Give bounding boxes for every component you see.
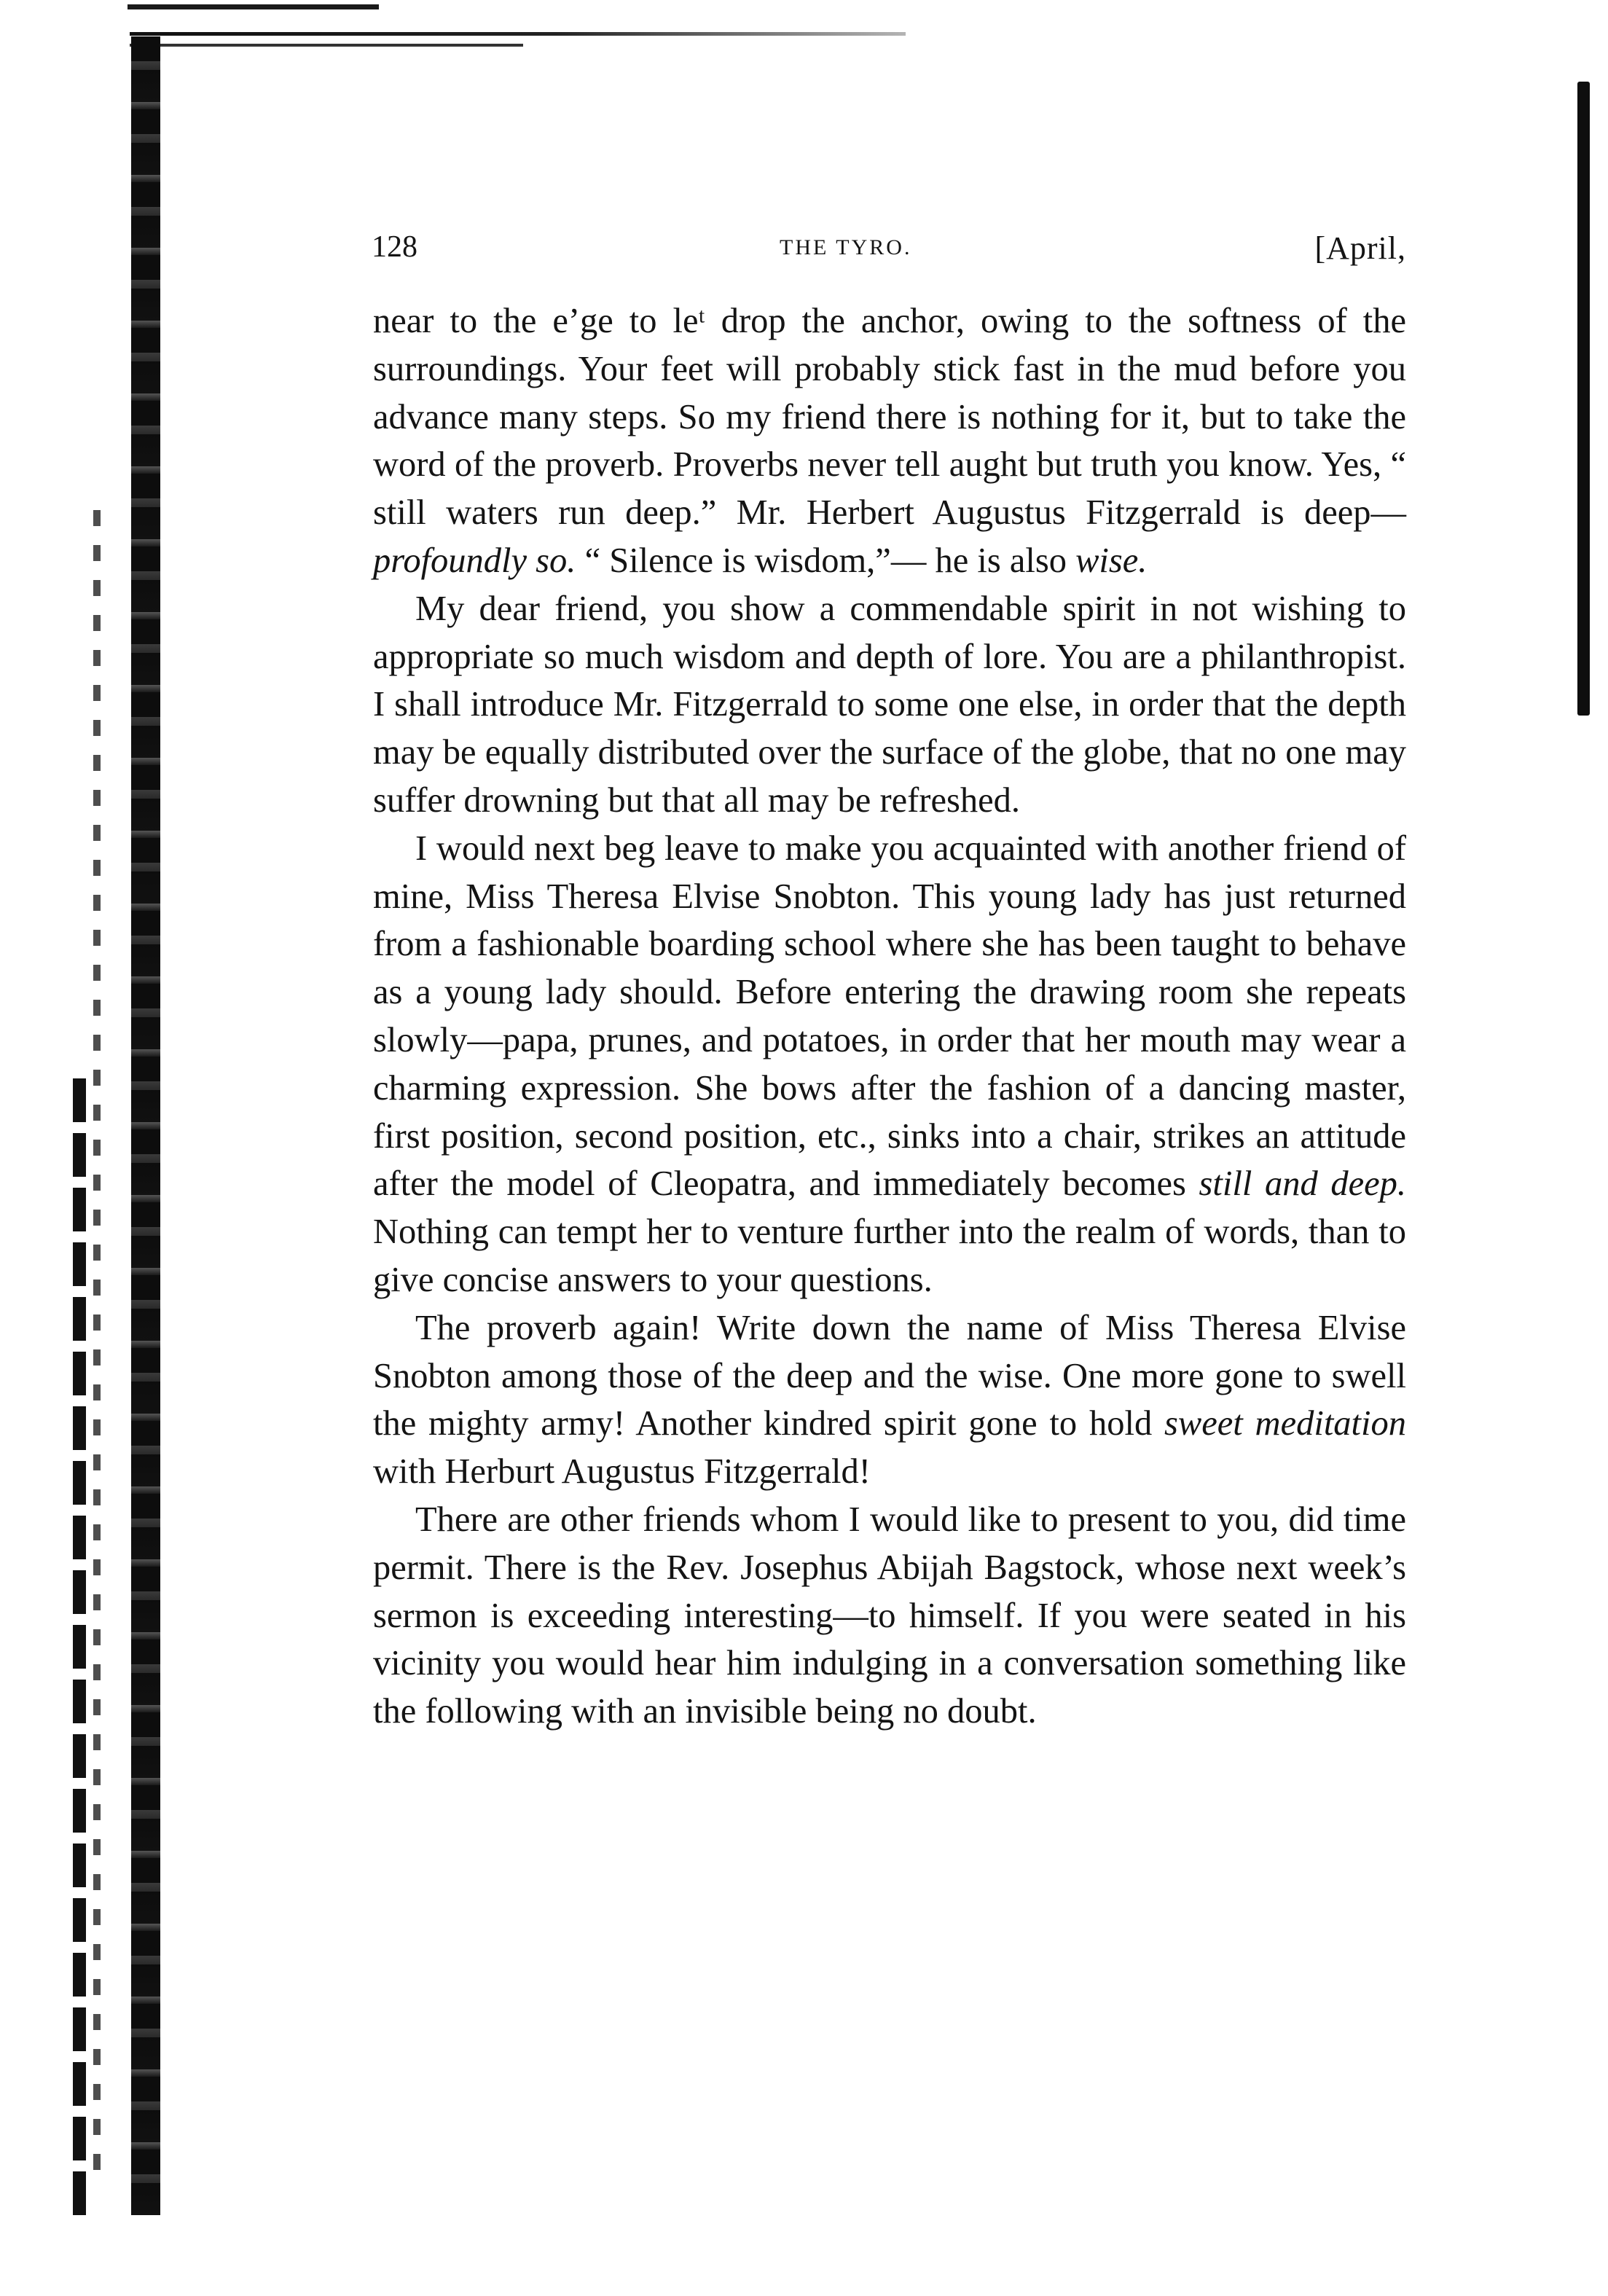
italic-text: still and deep.: [1199, 1164, 1407, 1204]
scan-rule-top: [128, 4, 379, 9]
italic-text: sweet meditation: [1164, 1404, 1407, 1443]
scan-binding-edge-left: [131, 36, 160, 2215]
paragraph: [373, 1304, 1406, 1496]
page-header: [372, 230, 1406, 273]
scan-binding-shadow-inner: [93, 510, 101, 2186]
scan-binding-shadow-outer: [73, 1078, 86, 2222]
italic-text: wise.: [1075, 541, 1148, 580]
scan-rule-top-long: [130, 32, 906, 36]
page-number: 128: [372, 230, 417, 264]
paragraph: [373, 297, 1406, 585]
paragraph-text: near to the e’ge to leᵗ drop the anchor, owing to the softness of the surroundings. Your feet will probably stick fast in the mud before you advance many steps. So my friend there is nothing for it, but to take the word of the proverb. Proverbs never tell aught but truth you know. Yes, “ still waters run deep.” Mr. Herbert Augustus Fitzgerrald is deep—: [373, 302, 1406, 533]
paragraph-text: Nothing can tempt her to venture further into the realm of words, than to give concise answers to your questions.: [373, 1212, 1406, 1299]
running-title: THE TYRO.: [780, 235, 912, 259]
scan-edge-right: [1577, 82, 1590, 716]
paragraph: [373, 585, 1406, 825]
italic-text: profoundly so.: [373, 541, 576, 580]
paragraph-text: My dear friend, you show a commendable spirit in not wishing to appropriate so much wisdom and depth of lore. You are a philanthropist. I shall introduce Mr. Fitzgerrald to some one else, in order that the depth may be equally distributed over the surface of the globe, that no one may suffer drowning but that all may be refreshed.: [373, 589, 1406, 820]
section-mark: [April,: [1314, 230, 1406, 266]
paragraph-text: The proverb again! Write down the name of Miss Theresa Elvise Snobton among those of the deep and the wise. One more gone to swell the mighty army! Another kindred spirit gone to hold: [373, 1308, 1406, 1443]
paragraph: [373, 1496, 1406, 1736]
paragraph-text: There are other friends whom I would like to present to you, did time permit. There is the Rev. Josephus Abijah Bagstock, whose next week’s sermon is exceeding interesting—to himself. If you were seated in his vicinity you would hear him indulging in a conversation something like the following with an invisible being no doubt.: [373, 1500, 1406, 1731]
scan-rule-top-short: [130, 44, 523, 47]
paragraph-text: with Herburt Augustus Fitzgerrald!: [373, 1452, 871, 1492]
paragraph-text: “ Silence is wisdom,”— he is also: [576, 541, 1076, 580]
body-text: [373, 297, 1406, 1736]
paragraph: [373, 825, 1406, 1304]
paragraph-text: I would next beg leave to make you acquainted with another friend of mine, Miss Theresa Elvise Snobton. This young lady has just returned from a fashionable boarding school where she has been taught to behave as a young lady should. Before entering the drawing room she repeats slowly—papa, prunes, and potatoes, in order that her mouth may wear a charming expression. She bows after the fashion of a dancing master, first position, second position, etc., sinks into a chair, strikes an attitude after the model of Cleopatra, and immediately becomes: [373, 828, 1406, 1204]
